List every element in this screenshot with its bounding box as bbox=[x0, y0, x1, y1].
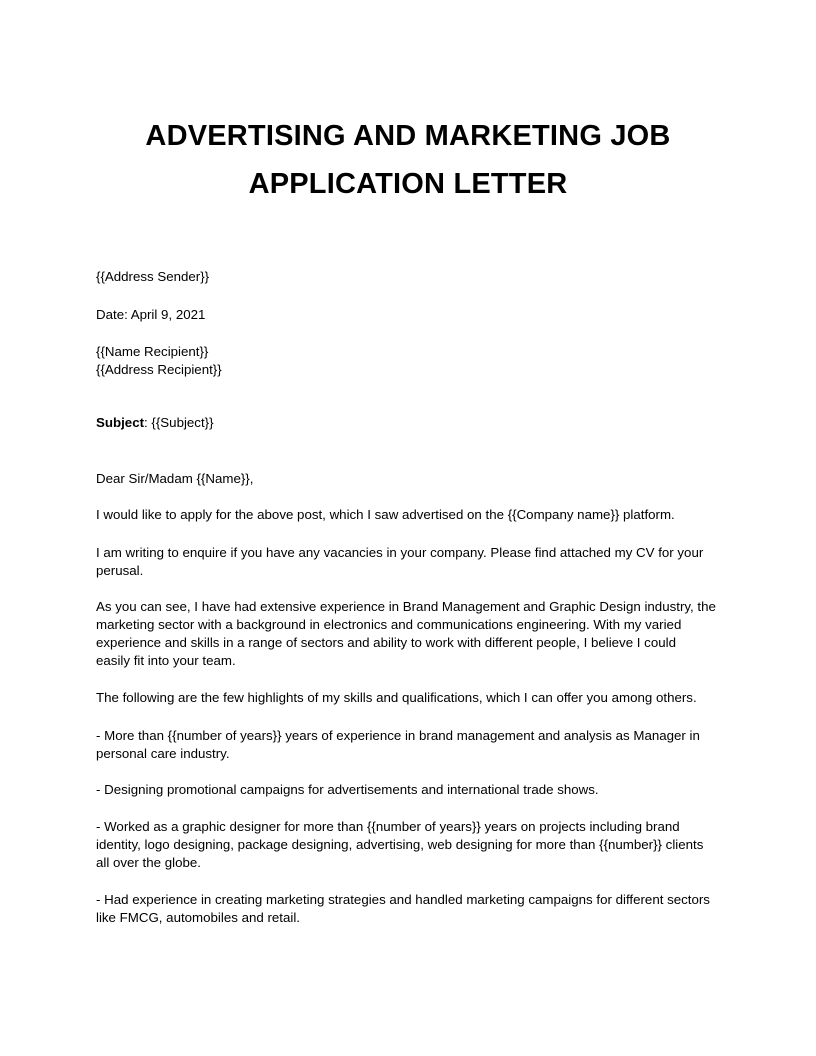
paragraph-line: like FMCG, automobiles and retail. bbox=[96, 910, 300, 925]
paragraph-line: experience and skills in a range of sectors and ability to work with different people, I believe I could bbox=[96, 635, 676, 650]
title-line-1: ADVERTISING AND MARKETING JOB bbox=[145, 120, 671, 152]
paragraph-line: perusal. bbox=[96, 563, 144, 578]
paragraph-line: easily fit into your team. bbox=[96, 653, 236, 668]
letter-date: Date: April 9, 2021 bbox=[96, 307, 206, 322]
paragraph-line: - Designing promotional campaigns for advertisements and international trade shows. bbox=[96, 782, 599, 797]
paragraph-line: all over the globe. bbox=[96, 855, 201, 870]
paragraph-line: I would like to apply for the above post, which I saw advertised on the {{Company name}} platform. bbox=[96, 507, 675, 522]
title-line-2: APPLICATION LETTER bbox=[248, 168, 568, 200]
highlight-3 bbox=[96, 818, 720, 872]
paragraph-line: - Worked as a graphic designer for more than {{number of years}} years on projects including brand bbox=[96, 819, 680, 834]
salutation: Dear Sir/Madam {{Name}}, bbox=[96, 471, 254, 486]
paragraph-line: identity, logo designing, package designing, advertising, web designing for more than {{number}} clients bbox=[96, 837, 704, 852]
paragraph-line: As you can see, I have had extensive experience in Brand Management and Graphic Design industry, the bbox=[96, 599, 716, 614]
paragraph-2 bbox=[96, 544, 720, 580]
paragraph-1 bbox=[96, 506, 720, 524]
subject-label: Subject bbox=[96, 415, 145, 430]
address-sender: {{Address Sender}} bbox=[96, 269, 210, 284]
paragraph-line: I am writing to enquire if you have any vacancies in your company. Please find attached my CV for your bbox=[96, 545, 704, 560]
paragraph-line: The following are the few highlights of my skills and qualifications, which I can offer you among others. bbox=[96, 690, 697, 705]
paragraph-line: marketing sector with a background in electronics and communications engineering. With my varied bbox=[96, 617, 682, 632]
paragraph-line: personal care industry. bbox=[96, 746, 230, 761]
paragraph-line: - Had experience in creating marketing strategies and handled marketing campaigns for different sectors bbox=[96, 892, 710, 907]
paragraph-line: - More than {{number of years}} years of experience in brand management and analysis as Manager in bbox=[96, 728, 700, 743]
paragraph-3 bbox=[96, 598, 720, 670]
paragraph-4 bbox=[96, 689, 720, 707]
subject-value: : {{Subject}} bbox=[144, 415, 214, 430]
highlight-1 bbox=[96, 727, 720, 763]
highlight-2 bbox=[96, 781, 720, 799]
subject-line bbox=[96, 414, 720, 432]
name-recipient: {{Name Recipient}} bbox=[96, 344, 209, 359]
highlight-4 bbox=[96, 891, 720, 927]
address-recipient: {{Address Recipient}} bbox=[96, 362, 222, 377]
document-title bbox=[96, 112, 720, 208]
